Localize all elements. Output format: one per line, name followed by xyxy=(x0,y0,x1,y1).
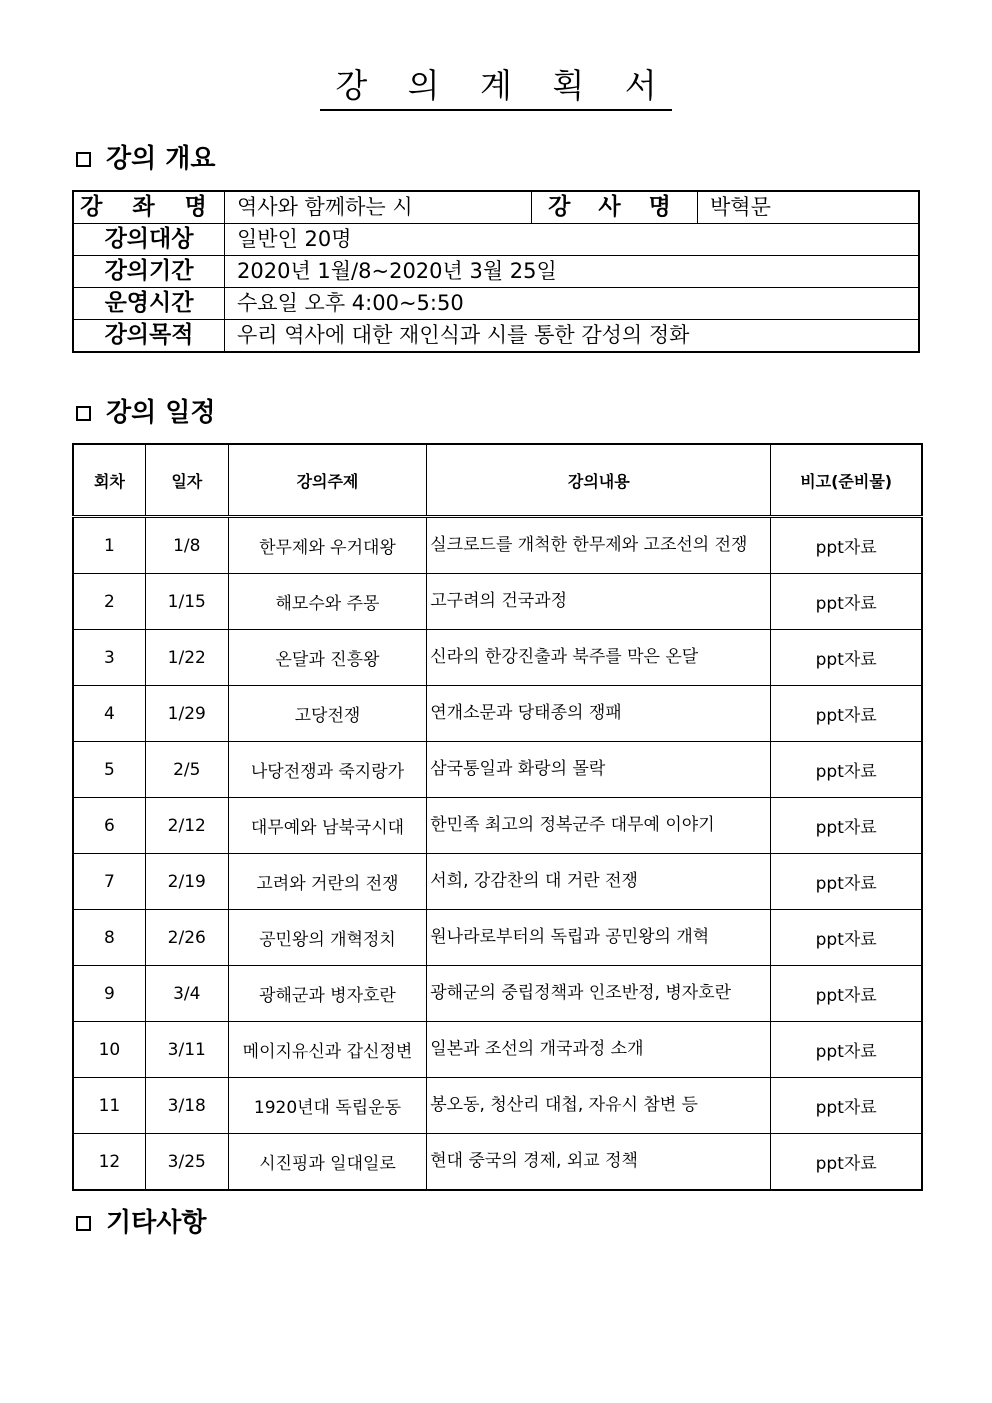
header-date: 일자 xyxy=(145,444,228,517)
hours-value: 수요일 오후 4:00~5:50 xyxy=(225,288,920,320)
cell-date: 3/25 xyxy=(145,1134,228,1191)
overview-table xyxy=(72,190,920,353)
overview-row-course xyxy=(73,191,919,224)
section-schedule-heading xyxy=(76,396,216,430)
cell-topic: 시진핑과 일대일로 xyxy=(228,1134,427,1191)
instructor-label: 강 사 명 xyxy=(532,191,698,224)
instructor-value: 박혁문 xyxy=(698,191,920,224)
cell-topic: 한무제와 우거대왕 xyxy=(228,517,427,574)
checkbox-square-icon xyxy=(76,406,91,421)
cell-note: ppt자료 xyxy=(771,910,922,966)
schedule-body xyxy=(73,517,922,1191)
section-schedule-label: 강의 일정 xyxy=(106,398,216,428)
document-title xyxy=(0,64,992,111)
cell-session: 11 xyxy=(73,1078,145,1134)
header-content: 강의내용 xyxy=(427,444,771,517)
overview-row-period xyxy=(73,256,919,288)
overview-row-hours xyxy=(73,288,919,320)
cell-date: 1/8 xyxy=(145,517,228,574)
cell-session: 10 xyxy=(73,1022,145,1078)
cell-content: 광해군의 중립정책과 인조반정, 병자호란 xyxy=(427,966,771,1022)
cell-topic: 광해군과 병자호란 xyxy=(228,966,427,1022)
cell-session: 3 xyxy=(73,630,145,686)
cell-session: 6 xyxy=(73,798,145,854)
table-row xyxy=(73,854,922,910)
section-other-heading xyxy=(76,1206,206,1240)
cell-content: 신라의 한강진출과 북주를 막은 온달 xyxy=(427,630,771,686)
cell-note: ppt자료 xyxy=(771,1134,922,1191)
hours-label: 운영시간 xyxy=(73,288,225,320)
schedule-table xyxy=(72,443,923,1191)
cell-session: 2 xyxy=(73,574,145,630)
cell-note: ppt자료 xyxy=(771,1022,922,1078)
cell-topic: 대무예와 남북국시대 xyxy=(228,798,427,854)
overview-row-target xyxy=(73,224,919,256)
cell-content: 서희, 강감찬의 대 거란 전쟁 xyxy=(427,854,771,910)
purpose-value: 우리 역사에 대한 재인식과 시를 통한 감성의 정화 xyxy=(225,320,920,353)
period-value: 2020년 1월/8~2020년 3월 25일 xyxy=(225,256,920,288)
cell-session: 1 xyxy=(73,517,145,574)
cell-session: 4 xyxy=(73,686,145,742)
cell-content: 봉오동, 청산리 대첩, 자유시 참변 등 xyxy=(427,1078,771,1134)
cell-note: ppt자료 xyxy=(771,574,922,630)
overview-row-purpose xyxy=(73,320,919,353)
cell-note: ppt자료 xyxy=(771,798,922,854)
cell-topic: 해모수와 주몽 xyxy=(228,574,427,630)
header-session: 회차 xyxy=(73,444,145,517)
table-row xyxy=(73,742,922,798)
cell-session: 8 xyxy=(73,910,145,966)
target-label: 강의대상 xyxy=(73,224,225,256)
cell-note: ppt자료 xyxy=(771,517,922,574)
table-row xyxy=(73,686,922,742)
cell-date: 2/26 xyxy=(145,910,228,966)
cell-date: 3/18 xyxy=(145,1078,228,1134)
table-row xyxy=(73,1078,922,1134)
cell-content: 현대 중국의 경제, 외교 정책 xyxy=(427,1134,771,1191)
table-row xyxy=(73,1134,922,1191)
schedule-header-row xyxy=(73,444,922,517)
period-label: 강의기간 xyxy=(73,256,225,288)
section-overview-heading xyxy=(76,142,216,176)
cell-date: 3/4 xyxy=(145,966,228,1022)
cell-date: 2/12 xyxy=(145,798,228,854)
header-note: 비고(준비물) xyxy=(771,444,922,517)
table-row xyxy=(73,517,922,574)
cell-topic: 나당전쟁과 죽지랑가 xyxy=(228,742,427,798)
cell-date: 3/11 xyxy=(145,1022,228,1078)
cell-session: 12 xyxy=(73,1134,145,1191)
title-text: 강 의 계 획 서 xyxy=(320,64,671,111)
cell-content: 연개소문과 당태종의 쟁패 xyxy=(427,686,771,742)
cell-session: 9 xyxy=(73,966,145,1022)
cell-note: ppt자료 xyxy=(771,742,922,798)
section-other-label: 기타사항 xyxy=(106,1208,207,1238)
cell-content: 한민족 최고의 정복군주 대무예 이야기 xyxy=(427,798,771,854)
cell-date: 2/5 xyxy=(145,742,228,798)
cell-content: 일본과 조선의 개국과정 소개 xyxy=(427,1022,771,1078)
cell-content: 원나라로부터의 독립과 공민왕의 개혁 xyxy=(427,910,771,966)
cell-topic: 고당전쟁 xyxy=(228,686,427,742)
target-value: 일반인 20명 xyxy=(225,224,920,256)
cell-date: 1/15 xyxy=(145,574,228,630)
course-name-label: 강 좌 명 xyxy=(73,191,225,224)
cell-date: 1/29 xyxy=(145,686,228,742)
cell-session: 7 xyxy=(73,854,145,910)
cell-topic: 공민왕의 개혁정치 xyxy=(228,910,427,966)
cell-note: ppt자료 xyxy=(771,1078,922,1134)
cell-topic: 1920년대 독립운동 xyxy=(228,1078,427,1134)
section-overview-label: 강의 개요 xyxy=(106,144,216,174)
table-row xyxy=(73,798,922,854)
cell-session: 5 xyxy=(73,742,145,798)
cell-note: ppt자료 xyxy=(771,686,922,742)
cell-topic: 고려와 거란의 전쟁 xyxy=(228,854,427,910)
table-row xyxy=(73,630,922,686)
table-row xyxy=(73,574,922,630)
cell-content: 삼국통일과 화랑의 몰락 xyxy=(427,742,771,798)
cell-note: ppt자료 xyxy=(771,630,922,686)
table-row xyxy=(73,1022,922,1078)
cell-content: 고구려의 건국과정 xyxy=(427,574,771,630)
cell-content: 실크로드를 개척한 한무제와 고조선의 전쟁 xyxy=(427,517,771,574)
cell-date: 2/19 xyxy=(145,854,228,910)
table-row xyxy=(73,910,922,966)
course-name-value: 역사와 함께하는 시 xyxy=(225,191,532,224)
cell-topic: 메이지유신과 갑신정변 xyxy=(228,1022,427,1078)
header-topic: 강의주제 xyxy=(228,444,427,517)
cell-date: 1/22 xyxy=(145,630,228,686)
cell-note: ppt자료 xyxy=(771,966,922,1022)
checkbox-square-icon xyxy=(76,152,91,167)
checkbox-square-icon xyxy=(76,1216,91,1231)
cell-topic: 온달과 진흥왕 xyxy=(228,630,427,686)
purpose-label: 강의목적 xyxy=(73,320,225,353)
cell-note: ppt자료 xyxy=(771,854,922,910)
table-row xyxy=(73,966,922,1022)
